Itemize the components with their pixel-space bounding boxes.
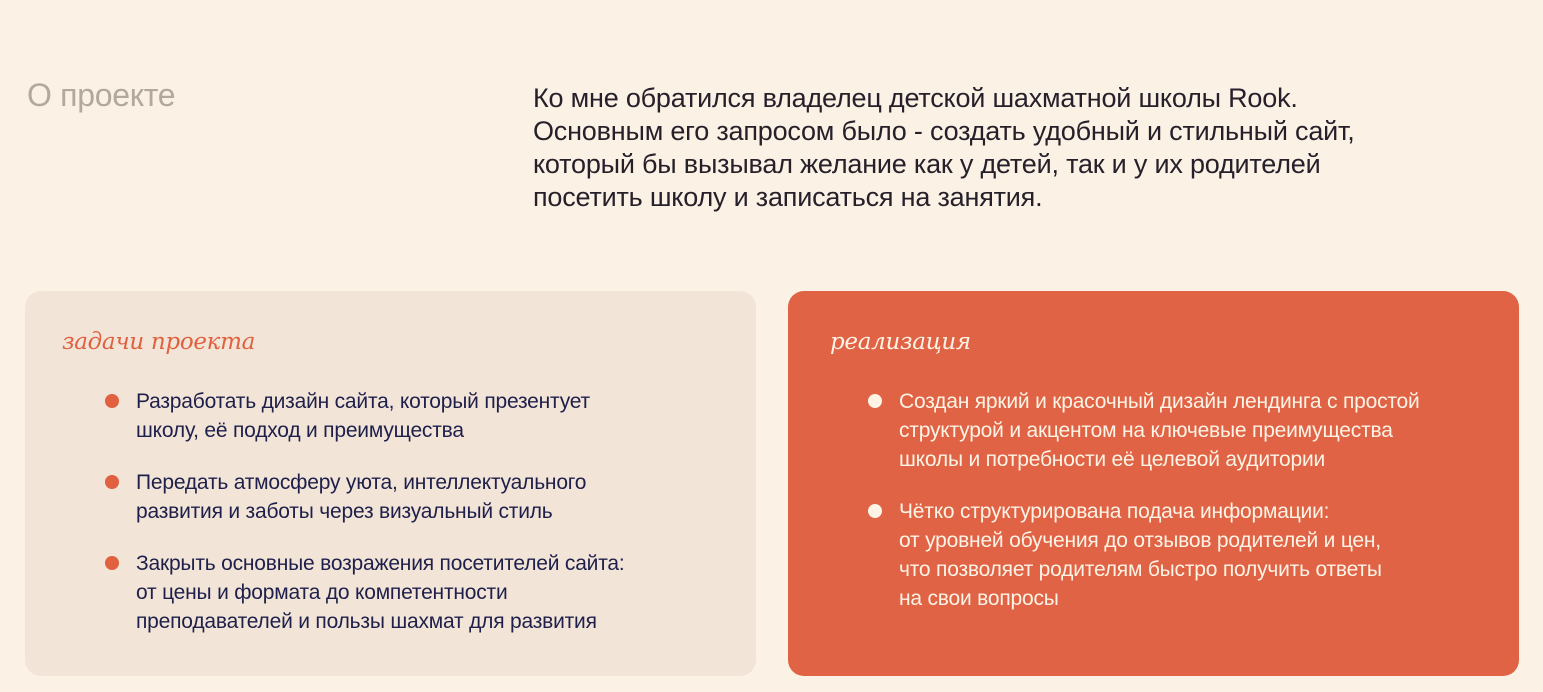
list-item: [105, 549, 625, 636]
section-label: О проекте: [27, 77, 176, 113]
list-item-line: от цены и формата до компетентности: [136, 581, 508, 604]
implementation-card: [788, 291, 1519, 676]
list-item-line: Передать атмосферу уюта, интеллектуального: [136, 471, 587, 494]
intro-line: Основным его запросом было - создать удобный и стильный сайт,: [533, 116, 1355, 146]
bullet-dot-icon: [868, 504, 882, 518]
list-item-line: Закрыть основные возражения посетителей сайта:: [136, 552, 625, 575]
list-item: [868, 387, 1420, 474]
list-item-line: преподавателей и пользы шахмат для развития: [136, 610, 597, 633]
list-item-line: Чётко структурирована подача информации:: [899, 500, 1330, 523]
list-item: [105, 387, 625, 445]
list-item: [105, 468, 625, 526]
project-tasks-card: [25, 291, 756, 676]
bullet-dot-icon: [105, 556, 119, 570]
bullet-dot-icon: [105, 394, 119, 408]
list-item-line: Создан яркий и красочный дизайн лендинга с простой: [899, 390, 1420, 413]
intro-line: Ко мне обратился владелец детской шахматной школы Rook.: [533, 83, 1298, 113]
bullet-dot-icon: [868, 394, 882, 408]
bullet-dot-icon: [105, 475, 119, 489]
list-item-line: школу, её подход и преимущества: [136, 419, 464, 442]
implementation-list: [868, 387, 1420, 636]
list-item-line: развития и заботы через визуальный стиль: [136, 500, 553, 523]
list-item-line: школы и потребности её целевой аудитории: [899, 448, 1326, 471]
intro-paragraph: [533, 82, 1433, 214]
list-item-line: на свои вопросы: [899, 587, 1059, 610]
intro-line: посетить школу и записаться на занятия.: [533, 182, 1043, 212]
list-item-line: структурой и акцентом на ключевые преимущества: [899, 419, 1393, 442]
card-title: задачи проекта: [62, 329, 256, 355]
card-title: реализация: [830, 329, 971, 355]
list-item-line: Разработать дизайн сайта, который презентует: [136, 390, 590, 413]
intro-line: который бы вызывал желание как у детей, так и у их родителей: [533, 149, 1321, 179]
list-item-line: от уровней обучения до отзывов родителей и цен,: [899, 529, 1381, 552]
list-item-line: что позволяет родителям быстро получить ответы: [899, 558, 1382, 581]
list-item: [868, 497, 1420, 613]
tasks-list: [105, 387, 625, 659]
